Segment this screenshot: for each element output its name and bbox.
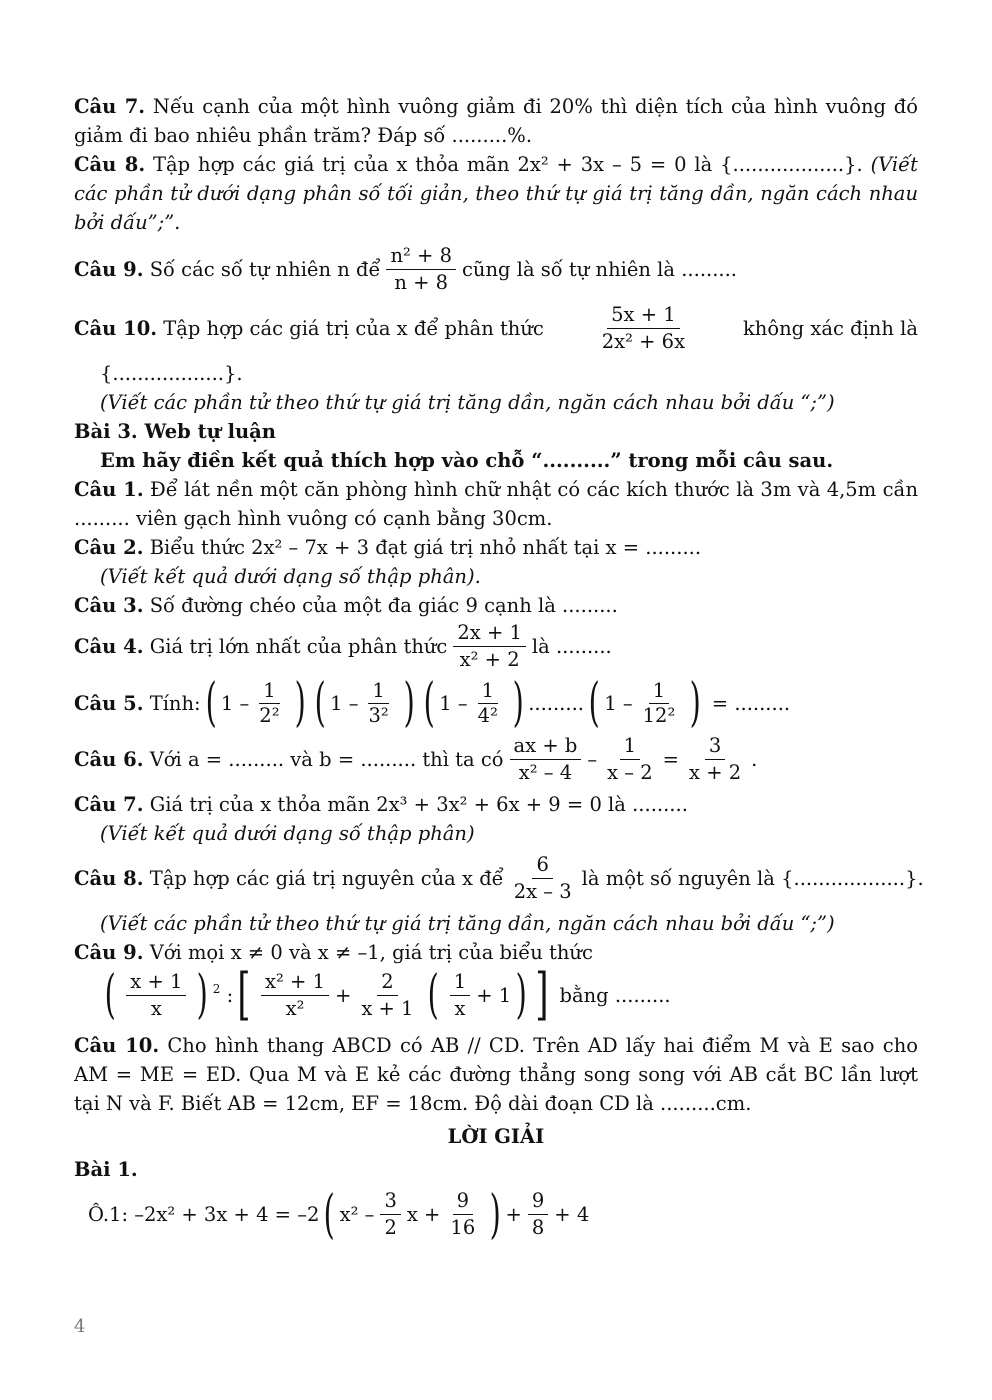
question-7: Câu 7. Giá trị của x thỏa mãn 2x³ + 3x² + 6x + 9 = 0 là ......... — [74, 793, 688, 816]
fraction: $\frac{\text{x² + 1}}{\text{x²}}$ — [261, 969, 329, 1022]
question-2: Câu 2. Biểu thức 2x² – 7x + 3 đạt giá trị nhỏ nhất tại x = ......... — [74, 536, 702, 559]
solutions-title: LỜI GIẢI — [447, 1125, 545, 1148]
page-number: 4 — [74, 1316, 86, 1337]
fraction: $\frac{x + 1}{x}$ — [126, 969, 186, 1022]
question-2-note: (Viết kết quả dưới dạng số thập phân). — [100, 565, 481, 588]
fraction: $\frac{2}{x + 1}$ — [361, 969, 414, 1020]
fraction: $\frac{1}{\text{12²}}$ — [642, 678, 676, 727]
fraction: $\frac{ax + b}{\text{x² – 4}}$ — [510, 733, 582, 786]
fraction: $\frac{1}{x - 2}$ — [607, 734, 653, 784]
question-3: Câu 3. Số đường chéo của một đa giác 9 cạnh là ......... — [74, 594, 618, 617]
fraction: $\frac{9}{16}$ — [450, 1189, 476, 1239]
question-7-top: Câu 7. Nếu cạnh của một hình vuông giảm đi 20% thì diện tích của hình vuông đó giảm đi bao nhiêu phần trăm? Đáp số .........%. — [74, 95, 918, 147]
fraction: $\frac{3}{2}$ — [380, 1188, 400, 1241]
fraction: $\frac{1}{\text{3²}}$ — [368, 678, 389, 727]
solution-cell-1: Ô.1: –2x² + 3x + 4 = –2 ( x² – $\frac{3}{2}$ x + $\frac{9}{16}$ ) + $\frac{9}{8}$ + 4 — [88, 1184, 590, 1245]
question-8-top: Câu 8. Tập hợp các giá trị của x thỏa mãn 2x² + 3x – 5 = 0 là {..................}. (Viết các phần tử dưới dạng phân số tối giản, theo thứ tự giá trị tăng dần, ngăn cách nhau bởi dấu”;”. — [74, 153, 918, 234]
question-8: Câu 8. Tập hợp các giá trị nguyên của x để $\frac{6}{2x - 3}$ là một số nguyên là {..................}. — [74, 853, 924, 903]
question-9-expression: ( $\frac{x + 1}{x}$ ) $^2$ : [ $\frac{\text{x² + 1}}{\text{x²}}$ + $\frac{2}{x + 1}$ ( $\frac{1}{x}$ + 1 ) ] bằng ......... — [104, 962, 671, 1027]
question-4: Câu 4. Giá trị lớn nhất của phân thức $\frac{2x + 1}{\text{x² + 2}}$ là ......... — [74, 621, 612, 671]
fraction: $\frac{9}{8}$ — [528, 1188, 548, 1241]
section-title: Bài 3. Web tự luận — [74, 420, 276, 443]
question-10: Câu 10. Cho hình thang ABCD có AB // CD. Trên AD lấy hai điểm M và E sao cho AM = ME = ED. Qua M và E kẻ các đường thẳng song song với AB cắt BC lần lượt tại N và F. Biết AB = 12cm, EF = 18cm. Độ dài đoạn CD là .........cm. — [74, 1034, 919, 1115]
question-1: Câu 1. Để lát nền một căn phòng hình chữ nhật có các kích thước là 3m và 4,5m cần ......... viên gạch hình vuông có cạnh bằng 30cm. — [74, 478, 918, 530]
fraction: $\frac{5x + 1}{\text{2x² + 6x}}$ — [601, 303, 686, 353]
question-5: Câu 5. Tính: ( 1 – $\frac{1}{\text{2²}}$ ) ( 1 – $\frac{1}{\text{3²}}$ ) ( 1 – $\frac{1}{\text{4²}}$ ) ......... ( 1 – $\frac{1}{\text{12²}}$ ) = ......... — [74, 673, 791, 733]
question-10-tail: {..................}. — [100, 362, 243, 385]
question-6: Câu 6. Với a = ......... và b = ......... thì ta có $\frac{ax + b}{\text{x² – 4}}$ – $\frac{1}{x - 2}$ = $\frac{3}{x + 2}$ . — [74, 734, 758, 784]
fraction: $\frac{2x + 1}{\text{x² + 2}}$ — [453, 620, 526, 673]
question-9-top: Câu 9. Số các số tự nhiên n để $\frac{\text{n² + 8}}{n + 8}$ cũng là số tự nhiên là ......... — [74, 244, 738, 294]
fraction: $\frac{1}{\text{2²}}$ — [259, 678, 280, 727]
fraction: $\frac{1}{x}$ — [450, 969, 470, 1022]
document-page — [74, 92, 924, 1245]
question-9: Câu 9. Với mọi x ≠ 0 và x ≠ –1, giá trị của biểu thức — [74, 941, 593, 964]
question-8-note: (Viết các phần tử theo thứ tự giá trị tăng dần, ngăn cách nhau bởi dấu “;”) — [100, 912, 835, 935]
question-10-top: Câu 10. Tập hợp các giá trị của x để phân thức $\frac{5x + 1}{\text{2x² + 6x}}$ không xác định là — [74, 303, 918, 353]
fraction: $\frac{\text{n² + 8}}{n + 8}$ — [386, 243, 456, 296]
solutions-section-1: Bài 1. — [74, 1158, 138, 1181]
question-7-note: (Viết kết quả dưới dạng số thập phân) — [100, 822, 475, 845]
section-instruction: Em hãy điền kết quả thích hợp vào chỗ “..........” trong mỗi câu sau. — [100, 449, 834, 472]
fraction: $\frac{6}{2x - 3}$ — [513, 853, 572, 903]
fraction: $\frac{1}{\text{4²}}$ — [477, 678, 498, 727]
question-10-note: (Viết các phần tử theo thứ tự giá trị tăng dần, ngăn cách nhau bởi dấu “;”) — [100, 391, 835, 414]
fraction: $\frac{3}{x + 2}$ — [689, 734, 742, 784]
